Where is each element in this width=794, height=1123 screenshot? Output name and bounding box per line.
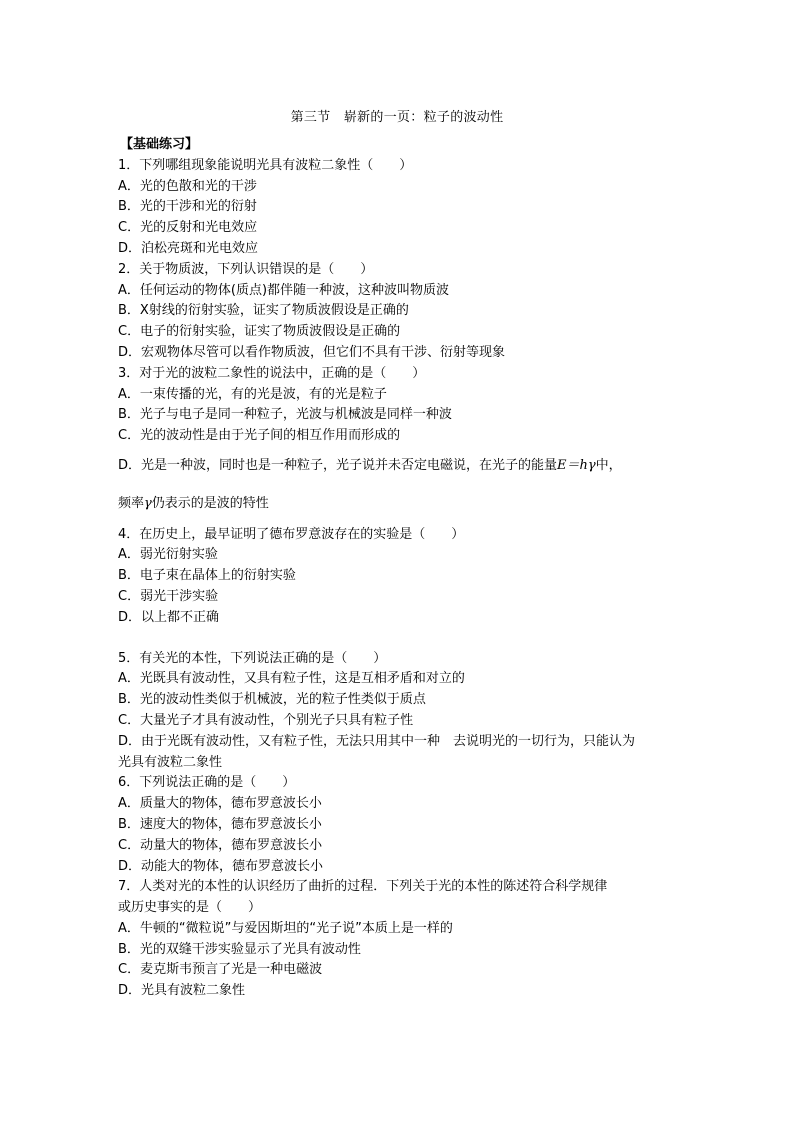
question-2 — [118, 260, 678, 364]
option-d-continued: 光具有波粒二象性 — [118, 754, 223, 770]
option-d: D．泊松亮斑和光电效应 — [118, 240, 259, 256]
question-stem: 2．关于物质波，下列认识错误的是（ ） — [118, 261, 374, 277]
option-a: A．牛顿的“微粒说”与爱因斯坦的“光子说”本质上是一样的 — [118, 920, 453, 936]
option-c: C．光的反射和光电效应 — [118, 220, 258, 236]
question-stem: 7．人类对光的本性的认识经历了曲折的过程．下列关于光的本性的陈述符合科学规律 — [118, 879, 608, 895]
option-d: D．动能大的物体，德布罗意波长小 — [118, 858, 324, 874]
exercise-content — [118, 135, 678, 1002]
option-b: B．X射线的衍射实验，证实了物质波假设是正确的 — [118, 303, 409, 319]
option-b: B．速度大的物体，德布罗意波长小 — [118, 816, 322, 832]
question-4 — [118, 525, 678, 629]
question-stem: 4．在历史上，最早证明了德布罗意波存在的实验是（ ） — [118, 526, 465, 542]
option-a: A．光既具有波动性，又具有粒子性，这是互相矛盾和对立的 — [118, 671, 465, 687]
option-c: C．麦克斯韦预言了光是一种电磁波 — [118, 962, 323, 978]
option-a: A．一束传播的光，有的光是波，有的光是粒子 — [118, 386, 387, 402]
question-6 — [118, 773, 678, 877]
section-heading: 【基础练习】 — [120, 137, 199, 152]
question-stem: 3．对于光的波粒二象性的说法中，正确的是（ ） — [118, 365, 426, 381]
option-d: D．光具有波粒二象性 — [118, 983, 246, 999]
option-d — [118, 456, 678, 477]
option-c: C．大量光子才具有波动性，个别光子只具有粒子性 — [118, 712, 414, 728]
option-d-text: 仍表示的是波的特性 — [151, 495, 269, 511]
option-a: A．任何运动的物体(质点)都伴随一种波，这种波叫物质波 — [118, 282, 450, 298]
question-7 — [118, 877, 678, 1002]
option-b: B．光的双缝干涉实验显示了光具有波动性 — [118, 941, 361, 957]
option-d: D．以上都不正确 — [118, 609, 220, 625]
question-stem-continued: 或历史事实的是（ ） — [118, 900, 262, 916]
question-1 — [118, 156, 678, 260]
energy-formula: E＝hγ — [557, 457, 596, 473]
option-d-text: D．光是一种波，同时也是一种粒子，光子说并未否定电磁说，在光子的能量 — [118, 457, 558, 473]
option-b: B．光的波动性类似于机械波，光的粒子性类似于质点 — [118, 692, 426, 708]
option-b: B．光的干涉和光的衍射 — [118, 199, 257, 215]
option-d: D．由于光既有波动性，又有粒子性，无法只用其中一种 去说明光的一切行为，只能认为 — [118, 733, 636, 749]
option-c: C．电子的衍射实验，证实了物质波假设是正确的 — [118, 324, 401, 340]
question-5 — [118, 649, 678, 774]
question-stem: 6．下列说法正确的是（ ） — [118, 775, 296, 791]
question-stem: 5．有关光的本性，下列说法正确的是（ ） — [118, 650, 387, 666]
option-d: D．宏观物体尽管可以看作物质波，但它们不具有干涉、衍射等现象 — [118, 344, 506, 360]
question-3 — [118, 364, 678, 515]
option-a: A．质量大的物体，德布罗意波长小 — [118, 796, 322, 812]
question-stem: 1．下列哪组现象能说明光具有波粒二象性（ ） — [118, 157, 413, 173]
option-d-text-end: 中， — [595, 457, 622, 473]
option-d-text: 频率 — [118, 495, 145, 511]
option-b: B．光子与电子是同一种粒子，光波与机械波是同样一种波 — [118, 407, 452, 423]
option-d-continued — [118, 494, 678, 515]
frequency-symbol: γ — [144, 495, 152, 511]
option-b: B．电子束在晶体上的衍射实验 — [118, 568, 296, 584]
page-title: 第三节 崭新的一页：粒子的波动性 — [290, 110, 504, 125]
option-c: C．光的波动性是由于光子间的相互作用而形成的 — [118, 428, 401, 444]
option-c: C．弱光干涉实验 — [118, 588, 219, 604]
option-a: A．光的色散和光的干涉 — [118, 178, 257, 194]
option-c: C．动量大的物体，德布罗意波长小 — [118, 837, 323, 853]
option-a: A．弱光衍射实验 — [118, 547, 218, 563]
